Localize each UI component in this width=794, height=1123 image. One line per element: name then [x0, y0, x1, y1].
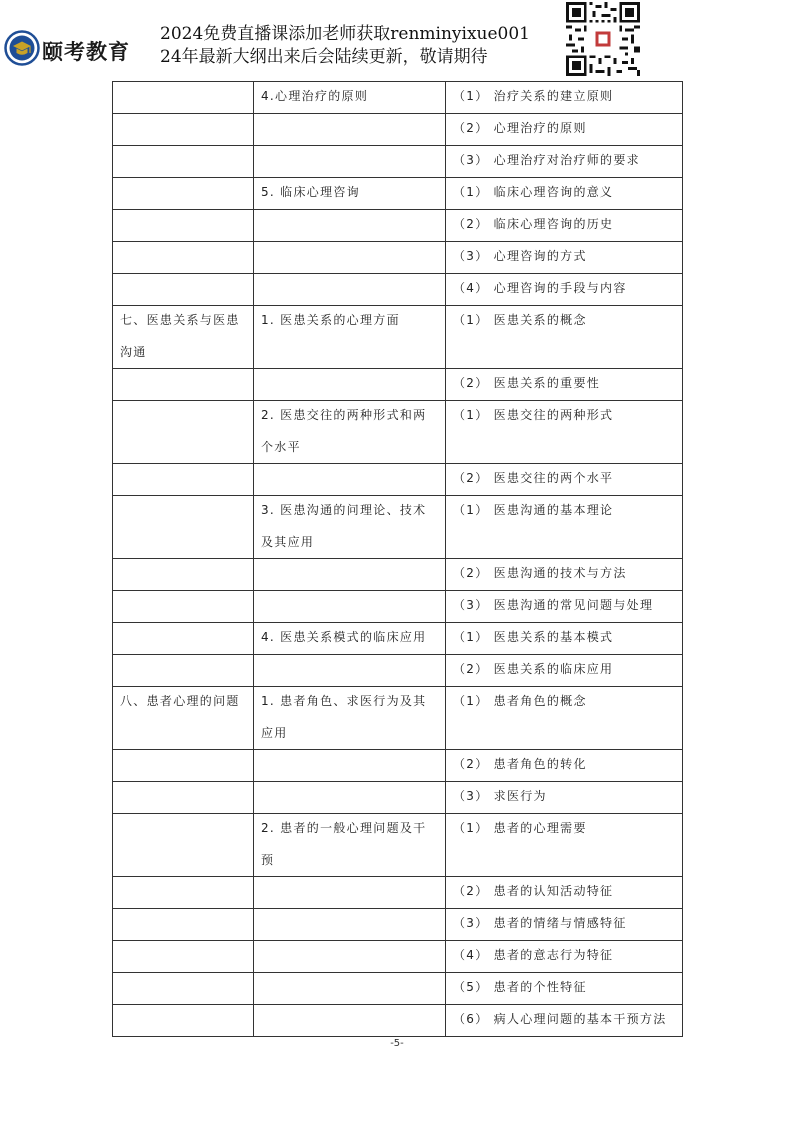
topic-cell: [113, 782, 254, 814]
unit-cell: [254, 973, 446, 1005]
unit-cell: 3. 医患沟通的问理论、技术及其应用: [254, 496, 446, 559]
topic-cell: [113, 242, 254, 274]
point-cell: （2） 患者角色的转化: [446, 750, 683, 782]
topic-cell: [113, 178, 254, 210]
syllabus-table: [112, 81, 683, 1037]
topic-cell: [113, 750, 254, 782]
point-cell: （1） 医患交往的两种形式: [446, 401, 683, 464]
table-row: [113, 814, 683, 877]
point-cell: （2） 心理治疗的原则: [446, 114, 683, 146]
table-row: [113, 146, 683, 178]
point-cell: （4） 心理咨询的手段与内容: [446, 274, 683, 306]
notice-line-2: 24年最新大纲出来后会陆续更新，敬请期待: [160, 47, 488, 67]
table-row: [113, 750, 683, 782]
table-row: [113, 591, 683, 623]
topic-cell: [113, 1005, 254, 1037]
table-row: [113, 242, 683, 274]
unit-cell: [254, 464, 446, 496]
table-row: [113, 655, 683, 687]
table-row: [113, 687, 683, 750]
table-row: [113, 559, 683, 591]
unit-cell: 1. 医患关系的心理方面: [254, 306, 446, 369]
point-cell: （2） 医患关系的重要性: [446, 369, 683, 401]
point-cell: （1） 患者角色的概念: [446, 687, 683, 750]
brand-name: 颐考教育: [42, 40, 130, 64]
unit-cell: 4.心理治疗的原则: [254, 82, 446, 114]
topic-cell: [113, 146, 254, 178]
point-cell: （3） 心理治疗对治疗师的要求: [446, 146, 683, 178]
page-header: [0, 0, 794, 80]
point-cell: （2） 临床心理咨询的历史: [446, 210, 683, 242]
point-cell: （2） 医患关系的临床应用: [446, 655, 683, 687]
unit-cell: [254, 146, 446, 178]
point-cell: （1） 医患沟通的基本理论: [446, 496, 683, 559]
point-cell: （4） 患者的意志行为特征: [446, 941, 683, 973]
point-cell: （1） 治疗关系的建立原则: [446, 82, 683, 114]
table-row: [113, 941, 683, 973]
unit-cell: [254, 114, 446, 146]
table-row: [113, 464, 683, 496]
table-row: [113, 178, 683, 210]
topic-cell: [113, 814, 254, 877]
unit-cell: 5. 临床心理咨询: [254, 178, 446, 210]
topic-cell: [113, 591, 254, 623]
point-cell: （3） 患者的情绪与情感特征: [446, 909, 683, 941]
unit-cell: [254, 877, 446, 909]
unit-cell: [254, 750, 446, 782]
table-row: [113, 973, 683, 1005]
unit-cell: [254, 909, 446, 941]
unit-cell: [254, 559, 446, 591]
point-cell: （2） 医患交往的两个水平: [446, 464, 683, 496]
unit-cell: [254, 655, 446, 687]
table-row: [113, 274, 683, 306]
unit-cell: 4. 医患关系模式的临床应用: [254, 623, 446, 655]
topic-cell: 八、患者心理的问题: [113, 687, 254, 750]
table-row: [113, 306, 683, 369]
unit-cell: 1. 患者角色、求医行为及其应用: [254, 687, 446, 750]
point-cell: （3） 求医行为: [446, 782, 683, 814]
topic-cell: [113, 623, 254, 655]
unit-cell: [254, 591, 446, 623]
table-row: [113, 496, 683, 559]
point-cell: （1） 患者的心理需要: [446, 814, 683, 877]
point-cell: （6） 病人心理问题的基本干预方法: [446, 1005, 683, 1037]
unit-cell: 2. 患者的一般心理问题及干预: [254, 814, 446, 877]
topic-cell: 七、医患关系与医患沟通: [113, 306, 254, 369]
page-number: -5-: [390, 1038, 404, 1049]
table-row: [113, 877, 683, 909]
point-cell: （1） 医患关系的基本模式: [446, 623, 683, 655]
point-cell: （2） 医患沟通的技术与方法: [446, 559, 683, 591]
point-cell: （5） 患者的个性特征: [446, 973, 683, 1005]
header-notice: [160, 23, 530, 69]
topic-cell: [113, 274, 254, 306]
topic-cell: [113, 401, 254, 464]
point-cell: （3） 心理咨询的方式: [446, 242, 683, 274]
topic-cell: [113, 909, 254, 941]
unit-cell: [254, 782, 446, 814]
table-row: [113, 82, 683, 114]
unit-cell: 2. 医患交往的两种形式和两个水平: [254, 401, 446, 464]
topic-cell: [113, 464, 254, 496]
table-row: [113, 623, 683, 655]
unit-cell: [254, 274, 446, 306]
topic-cell: [113, 210, 254, 242]
topic-cell: [113, 496, 254, 559]
table-row: [113, 210, 683, 242]
table-row: [113, 114, 683, 146]
table-row: [113, 1005, 683, 1037]
unit-cell: [254, 1005, 446, 1037]
point-cell: （3） 医患沟通的常见问题与处理: [446, 591, 683, 623]
point-cell: （2） 患者的认知活动特征: [446, 877, 683, 909]
graduation-cap-logo-icon: [4, 30, 40, 66]
unit-cell: [254, 210, 446, 242]
unit-cell: [254, 369, 446, 401]
unit-cell: [254, 941, 446, 973]
topic-cell: [113, 369, 254, 401]
topic-cell: [113, 941, 254, 973]
notice-line-1: 2024免费直播课添加老师获取renminyixue001: [160, 24, 530, 44]
point-cell: （1） 医患关系的概念: [446, 306, 683, 369]
topic-cell: [113, 114, 254, 146]
table-row: [113, 401, 683, 464]
point-cell: （1） 临床心理咨询的意义: [446, 178, 683, 210]
table-row: [113, 782, 683, 814]
topic-cell: [113, 655, 254, 687]
unit-cell: [254, 242, 446, 274]
table-row: [113, 369, 683, 401]
qr-code-icon: [566, 2, 640, 76]
topic-cell: [113, 877, 254, 909]
topic-cell: [113, 973, 254, 1005]
table-row: [113, 909, 683, 941]
topic-cell: [113, 559, 254, 591]
topic-cell: [113, 82, 254, 114]
